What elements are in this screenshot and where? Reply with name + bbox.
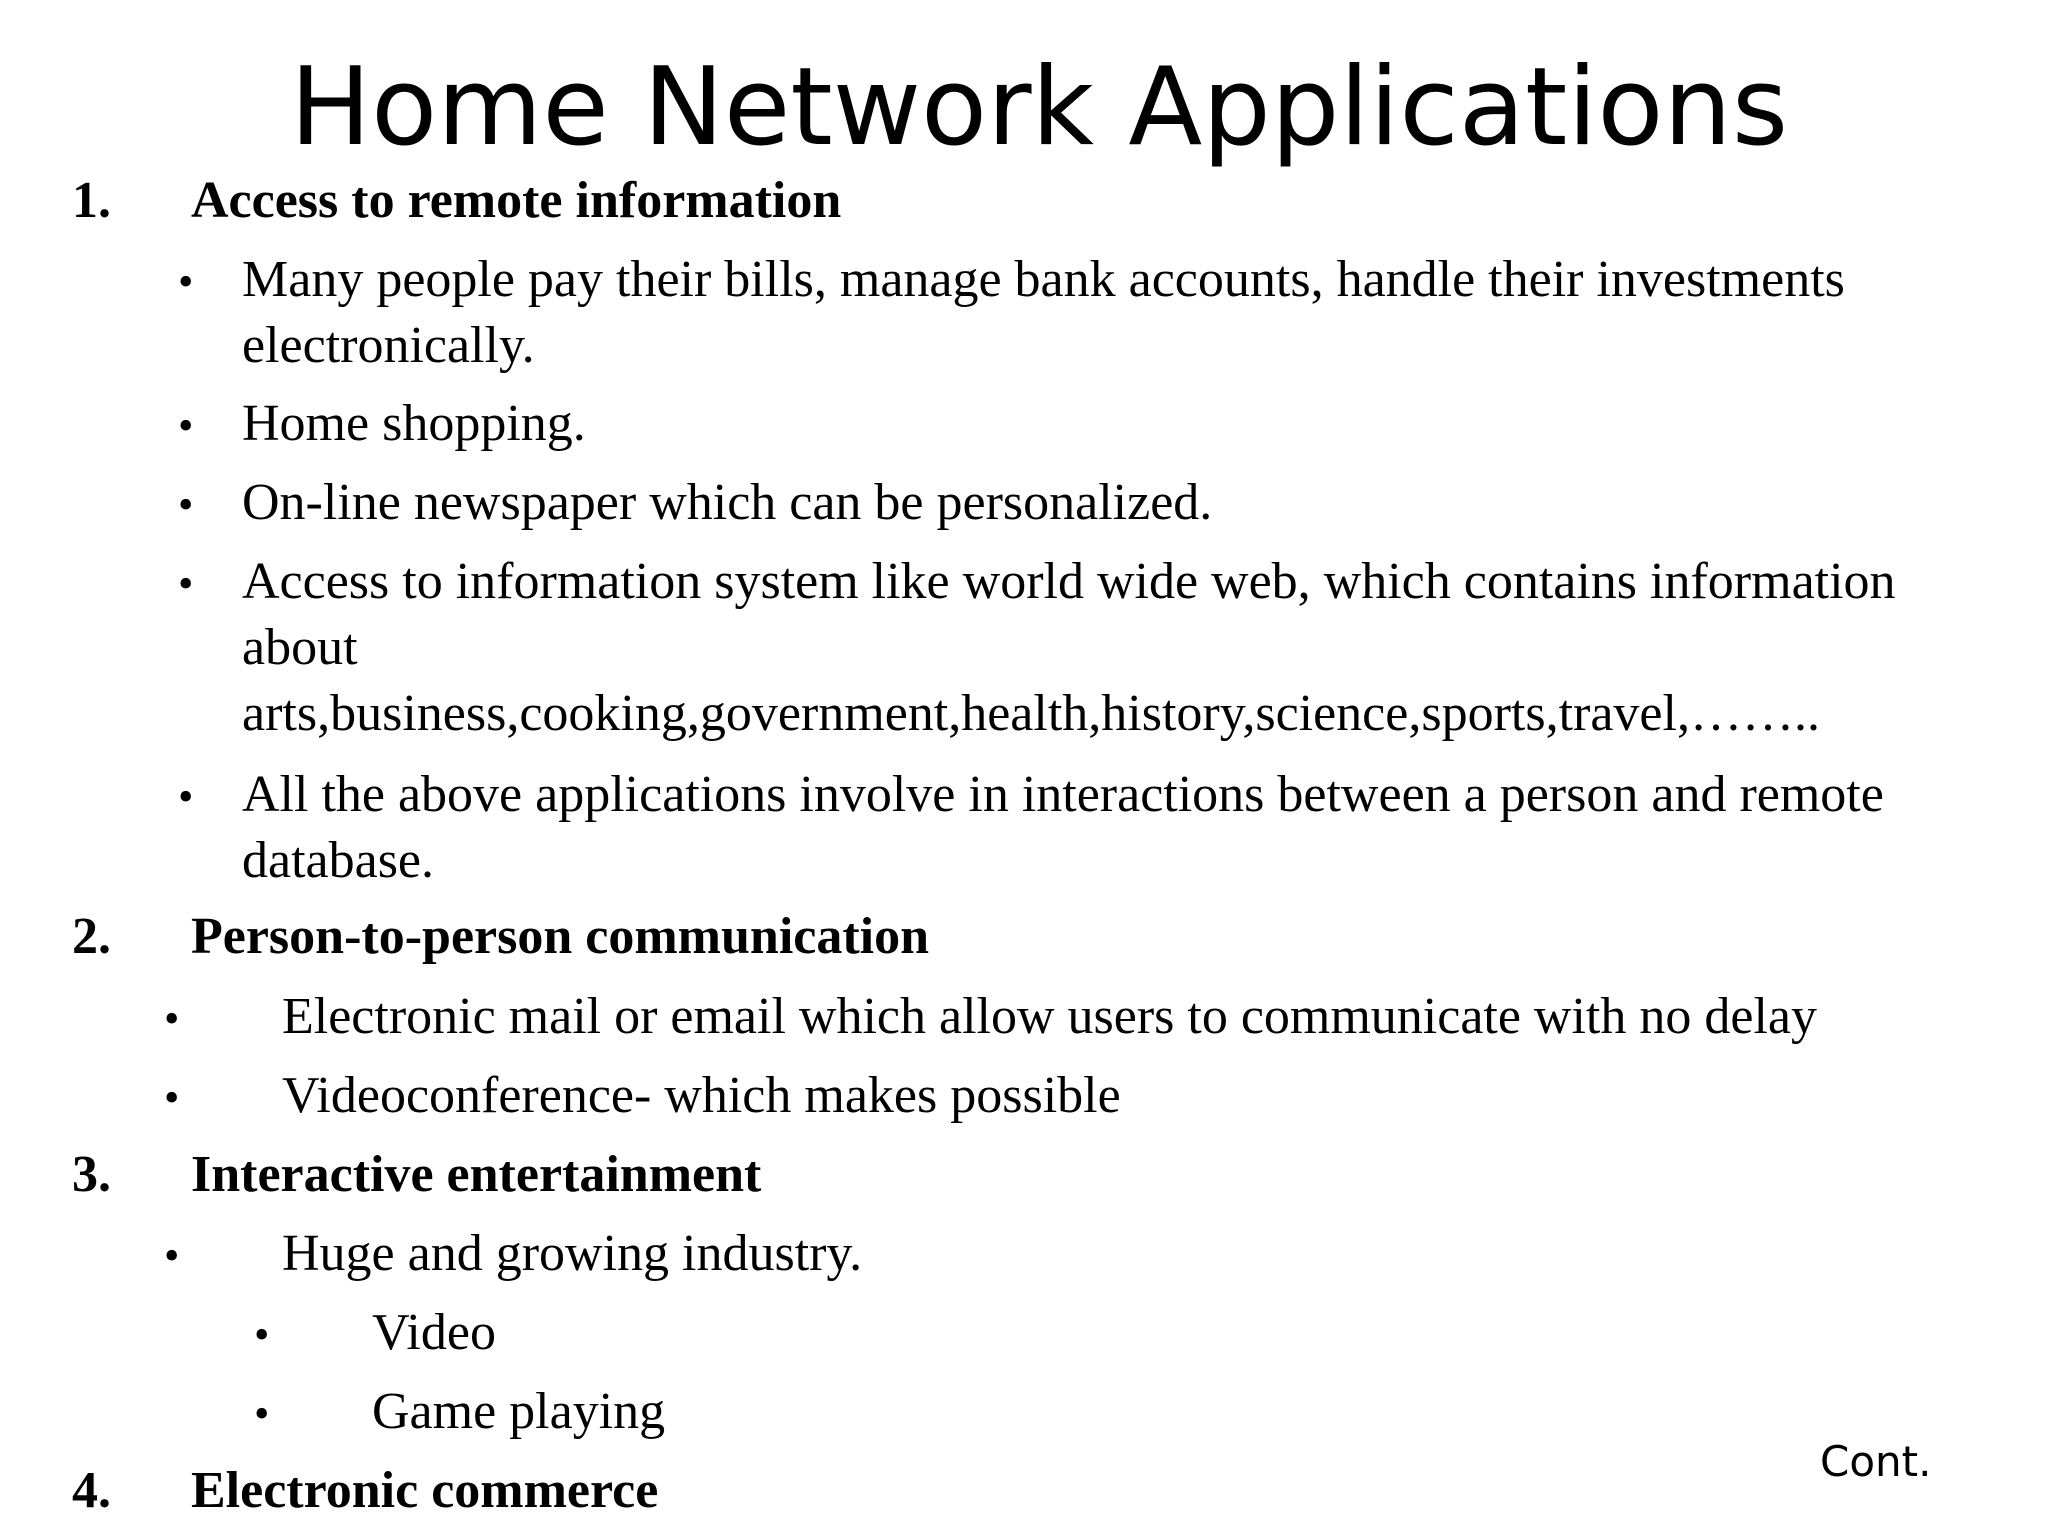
section-2-number: 2.: [72, 908, 111, 965]
bullet-icon: •: [164, 994, 180, 1043]
section-1-number: 1.: [72, 172, 111, 229]
section-2-heading: Person-to-person communication: [191, 908, 930, 965]
bullet-icon: •: [178, 257, 194, 306]
section-1-item-1-line-2: electronically.: [242, 317, 535, 374]
bullet-icon: •: [164, 1231, 180, 1280]
section-4-number: 4.: [72, 1462, 111, 1519]
bullet-icon: •: [164, 1073, 180, 1122]
section-3-subitem-2-line-1: Game playing: [372, 1383, 666, 1440]
section-1-item-4-line-1: Access to information system like world wide web, which contains information: [242, 553, 1896, 610]
bullet-icon: •: [254, 1310, 270, 1359]
bullet-icon: •: [178, 401, 194, 450]
section-3-subitem-1-line-1: Video: [372, 1304, 496, 1361]
section-3-item-1-line-1: Huge and growing industry.: [282, 1225, 863, 1282]
section-3-number: 3.: [72, 1146, 111, 1203]
bullet-icon: •: [254, 1389, 270, 1438]
bullet-icon: •: [178, 480, 194, 529]
section-3-heading: Interactive entertainment: [191, 1146, 762, 1203]
section-1-item-1-line-1: Many people pay their bills, manage bank accounts, handle their investments: [242, 251, 1845, 308]
continued-label: Cont.: [1820, 1437, 1932, 1486]
section-1-item-5-line-1: All the above applications involve in interactions between a person and remote: [242, 766, 1884, 823]
section-2-item-1-line-1: Electronic mail or email which allow users to communicate with no delay: [282, 988, 1817, 1045]
section-1-item-5-line-2: database.: [242, 832, 435, 889]
bullet-icon: •: [178, 772, 194, 821]
section-1-item-3-line-1: On-line newspaper which can be personalized.: [242, 474, 1213, 531]
section-1-item-2-line-1: Home shopping.: [242, 395, 586, 452]
section-1-item-4-line-2: about: [242, 619, 358, 676]
section-2-item-2-line-1: Videoconference- which makes possible: [282, 1067, 1121, 1124]
section-4-heading: Electronic commerce: [191, 1462, 659, 1519]
slide-title: Home Network Applications: [289, 45, 1789, 170]
bullet-icon: •: [178, 559, 194, 608]
section-1-heading: Access to remote information: [191, 172, 842, 229]
section-1-item-4-line-3: arts,business,cooking,government,health,history,science,sports,travel,……..: [242, 685, 1820, 742]
